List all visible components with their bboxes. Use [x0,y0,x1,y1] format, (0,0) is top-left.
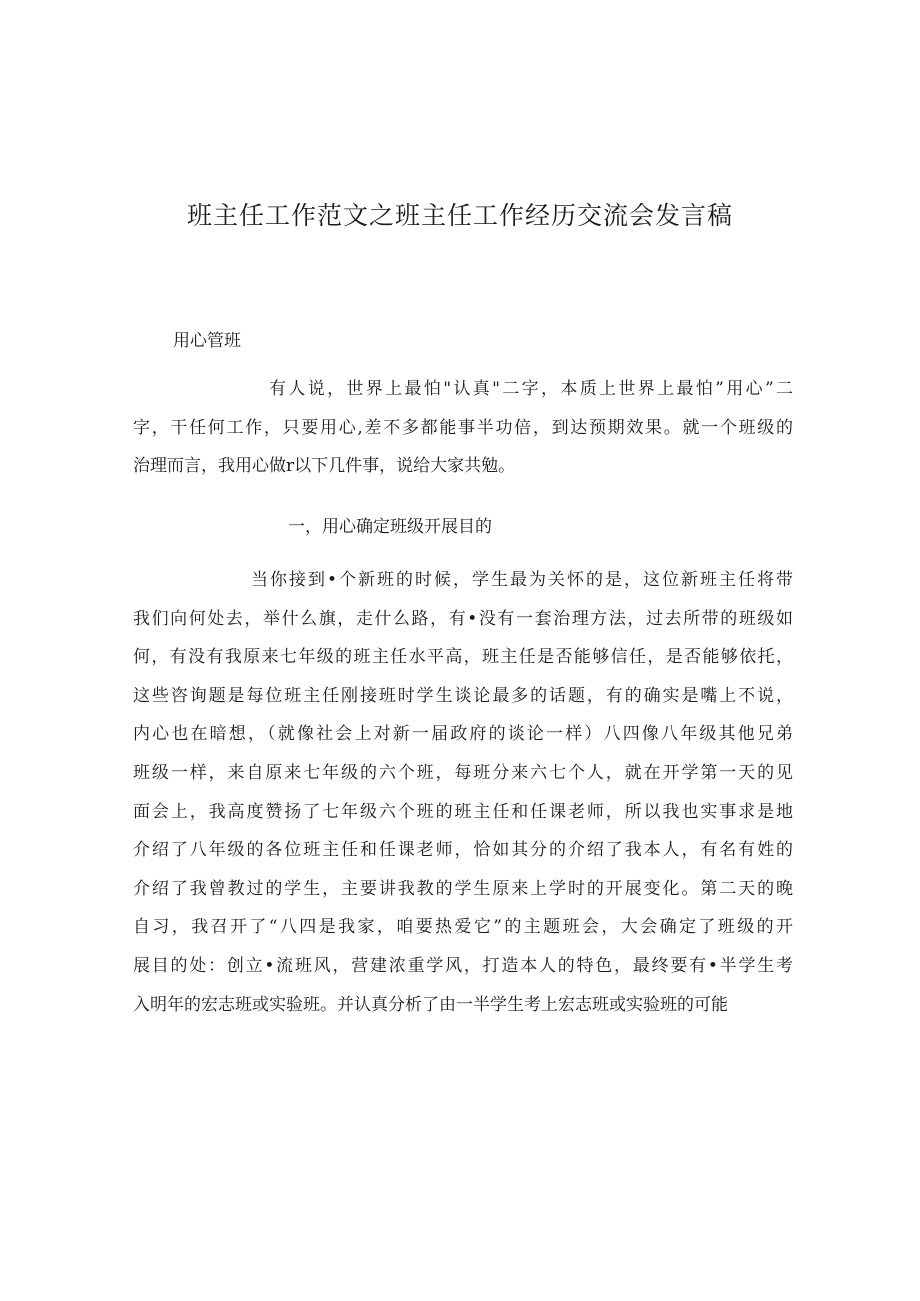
paragraph-line: 当你接到•个新班的时候，学生最为关怀的是，这位新班主任将带 [251,570,793,590]
body-paragraph [133,561,793,1024]
section-label: 用心管班 [173,331,241,351]
paragraph-line: 介绍了八年级的各位班主任和任课老师，恰如其分的介绍了我本人，有名有姓的 [133,840,793,861]
paragraph-line: 班级一样，来自原来七年级的六个班，每班分来六七个人，就在开学第一天的见 [133,762,793,783]
paragraph-line: 自习，我召开了“八四是我家，咱要热爱它”的主题班会，大会确定了班级的开 [133,917,793,938]
paragraph-line: 介绍了我曾教过的学生，主要讲我教的学生原来上学时的开展变化。第二天的晚 [133,878,793,899]
paragraph-line: 何，有没有我原来七年级的班主任水平高，班主任是否能够信任，是否能够依托， [133,647,793,668]
paragraph-line: 面会上，我高度赞扬了七年级六个班的班主任和任课老师，所以我也实事求是地 [133,801,793,822]
paragraph-line: 我们向何处去，举什么旗，走什么路，有•没有一套治理方法，过去所带的班级如 [133,608,793,629]
paragraph-line: 展目的处：创立•流班风，营建浓重学风，打造本人的特色，最终要有•半学生考 [133,955,793,976]
paragraph-line: 字，干任何工作，只要用心,差不多都能事半功倍，到达预期效果。就一个班级的 [133,417,793,438]
paragraph-line: 有人说，世界上最怕"认真"二字，本质上世界上最怕”用心”二 [269,379,793,399]
paragraph-line: 入明年的宏志班或实验班。并认真分析了由一半学生考上宏志班或实验班的可能 [133,994,728,1015]
document-title: 班主任工作范文之班主任工作经历交流会发言稿 [186,201,733,230]
paragraph-line: 内心也在暗想，（就像社会上对新一届政府的谈论一样）八四像八年级其他兄弟 [133,724,793,745]
subheading-one: 一，用心确定班级开展目的 [288,517,492,537]
paragraph-line: 这些咨询题是每位班主任刚接班时学生谈论最多的话题，有的确实是嘴上不说， [133,685,793,706]
intro-paragraph [133,370,793,486]
paragraph-line: 治理而言，我用心做r以下几件事，说给大家共勉。 [133,456,516,477]
